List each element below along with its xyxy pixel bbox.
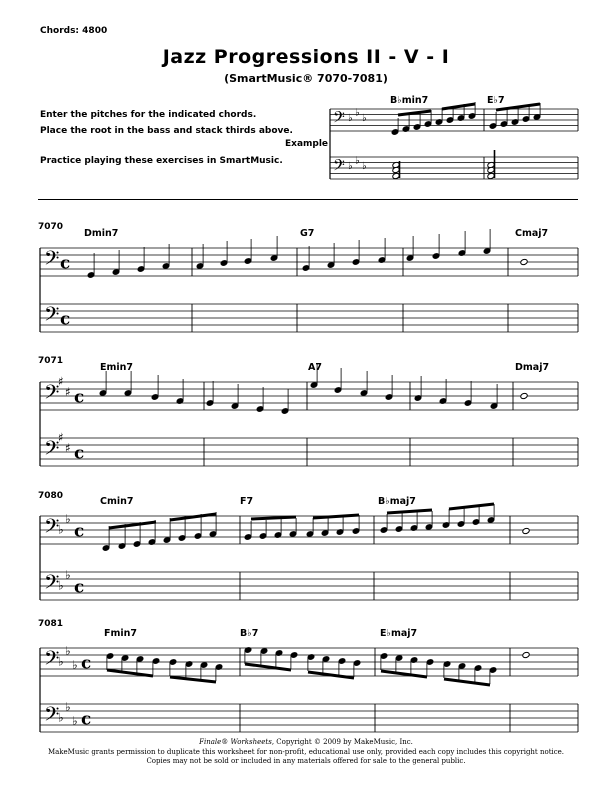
bass-clef-icon: 𝄢 bbox=[44, 702, 60, 731]
whole-note bbox=[520, 392, 528, 399]
bass-clef-icon: 𝄢 bbox=[44, 246, 60, 275]
flat-icon: ♭ bbox=[362, 161, 367, 173]
flat-icon: ♭ bbox=[348, 161, 353, 173]
flat-icon: ♭ bbox=[58, 710, 64, 725]
flat-icon: ♭ bbox=[65, 512, 71, 526]
flat-icon: ♭ bbox=[72, 714, 78, 728]
flat-icon: ♭ bbox=[58, 578, 64, 593]
whole-note bbox=[520, 258, 528, 265]
footer-copyright: , Copyright © 2009 by MakeMusic, Inc. bbox=[271, 738, 413, 746]
note-beam bbox=[107, 670, 153, 676]
worksheet-id-label: Chords: 4800 bbox=[40, 26, 108, 36]
chord-symbol: B♭maj7 bbox=[378, 496, 416, 507]
flat-icon: ♭ bbox=[362, 113, 367, 125]
exercise-number-7070: 7070 bbox=[38, 222, 64, 232]
sharp-icon: ♯ bbox=[58, 430, 64, 445]
instruction-line-3: Practice playing these exercises in SmartMusic. bbox=[40, 156, 283, 166]
sharp-icon: ♯ bbox=[58, 374, 64, 389]
chord-symbol: E♭maj7 bbox=[380, 628, 418, 639]
note-beam bbox=[442, 104, 475, 109]
bass-clef-icon: 𝄢 bbox=[44, 380, 60, 409]
whole-note bbox=[522, 651, 530, 658]
footer-product: Finale® Worksheets bbox=[199, 738, 272, 746]
chord-symbol: F7 bbox=[240, 496, 254, 507]
bass-clef-icon: 𝄢 bbox=[333, 156, 346, 178]
common-time-icon: c bbox=[60, 308, 71, 329]
bass-clef-icon: 𝄢 bbox=[44, 646, 60, 675]
note-beam bbox=[308, 672, 354, 678]
sharp-icon: ♯ bbox=[65, 441, 71, 455]
flat-icon: ♭ bbox=[65, 700, 71, 714]
chord-symbol: B♭7 bbox=[240, 628, 259, 639]
chord-symbol: Cmin7 bbox=[100, 496, 134, 507]
bass-clef-icon: 𝄢 bbox=[44, 570, 60, 599]
common-time-icon: c bbox=[74, 520, 85, 541]
common-time-icon: c bbox=[74, 576, 85, 597]
flat-icon: ♭ bbox=[65, 644, 71, 658]
note-beam bbox=[170, 514, 216, 520]
note-beam bbox=[387, 510, 432, 513]
flat-icon: ♭ bbox=[65, 568, 71, 582]
flat-icon: ♭ bbox=[72, 658, 78, 672]
bass-clef-icon: 𝄢 bbox=[44, 436, 60, 465]
note-beam bbox=[313, 515, 359, 518]
instruction-line-2: Place the root in the bass and stack thirds above. bbox=[40, 126, 293, 136]
common-time-icon: c bbox=[74, 442, 85, 463]
footer-permission: MakeMusic grants permission to duplicate this worksheet for non-profit, educational use only, provided each copy includes this copyright notice. bbox=[47, 747, 565, 756]
common-time-icon: c bbox=[60, 252, 71, 273]
chord-symbol: G7 bbox=[300, 228, 315, 239]
note-beam bbox=[251, 517, 296, 519]
bass-clef-icon: 𝄢 bbox=[333, 108, 346, 130]
example-chord-2: E♭7 bbox=[487, 95, 505, 106]
flat-icon: ♭ bbox=[355, 107, 360, 119]
flat-icon: ♭ bbox=[58, 654, 64, 669]
note-beam bbox=[444, 679, 490, 685]
page-title: Jazz Progressions II - V - I bbox=[162, 46, 450, 68]
example-label: Example bbox=[285, 139, 329, 149]
sharp-icon: ♯ bbox=[65, 385, 71, 399]
exercise-number-7080: 7080 bbox=[38, 491, 64, 501]
chord-symbol: Dmin7 bbox=[84, 228, 119, 239]
chord-symbol: Dmaj7 bbox=[515, 362, 550, 373]
note-beam bbox=[170, 677, 216, 682]
example-chord-1: B♭min7 bbox=[390, 95, 429, 106]
page-subtitle: (SmartMusic® 7070-7081) bbox=[224, 72, 388, 85]
bass-clef-icon: 𝄢 bbox=[44, 514, 60, 543]
whole-note bbox=[522, 527, 530, 534]
flat-icon: ♭ bbox=[355, 155, 360, 167]
flat-icon: ♭ bbox=[348, 113, 353, 125]
chord-symbol: A7 bbox=[308, 362, 322, 373]
chord-symbol: Fmin7 bbox=[104, 628, 138, 639]
chord-symbol: Emin7 bbox=[100, 362, 134, 373]
bass-clef-icon: 𝄢 bbox=[44, 302, 60, 331]
flat-icon: ♭ bbox=[58, 522, 64, 537]
chord-symbol: Cmaj7 bbox=[515, 228, 549, 239]
note-beam bbox=[449, 504, 494, 509]
instruction-line-1: Enter the pitches for the indicated chords. bbox=[40, 110, 257, 120]
common-time-icon: c bbox=[74, 386, 85, 407]
common-time-icon: c bbox=[81, 708, 92, 729]
exercise-number-7081: 7081 bbox=[38, 619, 64, 629]
common-time-icon: c bbox=[81, 652, 92, 673]
exercise-number-7071: 7071 bbox=[38, 356, 64, 366]
footer-restriction: Copies may not be sold or included in any materials offered for sale to the general public. bbox=[146, 757, 466, 765]
copyright-footer bbox=[0, 738, 612, 767]
